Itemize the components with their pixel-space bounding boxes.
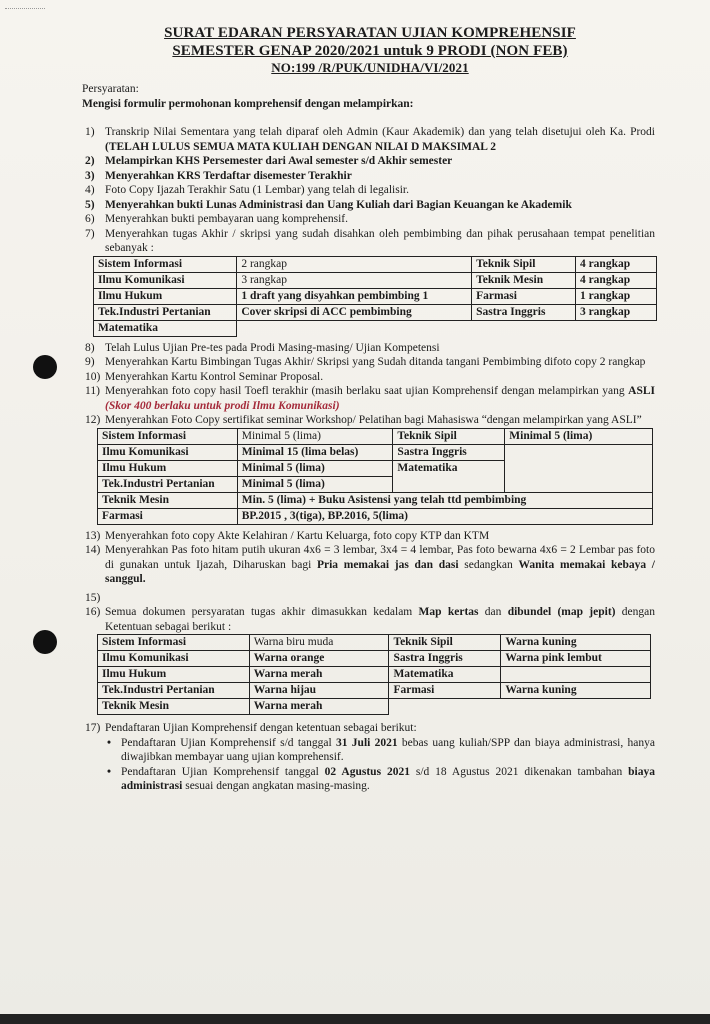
bullet-item: • Pendaftaran Ujian Komprehensif tanggal 02 Agustus 2021 s/d 18 Agustus 2021 dikenakan tambahan biaya administrasi sesuai dengan angkatan masing-masing. [107,765,655,792]
list-item: 13) Menyerahkan foto copy Akte Kelahiran / Kartu Keluarga, foto copy KTP dan KTM [85,529,490,542]
table-row: Sistem Informasi Minimal 5 (lima) Teknik Sipil Minimal 5 (lima) [98,428,653,444]
list-item: 1) Transkrip Nilai Sementara yang telah diparaf oleh Admin (Kaur Akademik) dan yang telah disetujui oleh Ka. Prodi (TELAH LULUS SEMUA MATA KULIAH DENGAN NILAI D MAKSIMAL 2 [85,126,655,153]
list-item: 12) Menyerahkan Foto Copy sertifikat seminar Workshop/ Pelatihan bagi Mahasiswa “dengan melampirkan yang ASLI” [85,414,642,426]
document-title: SURAT EDARAN PERSYARATAN UJIAN KOMPREHENSIF [164,25,576,41]
list-item: 10) Menyerahkan Kartu Kontrol Seminar Proposal. [85,370,324,383]
list-item: 2) Melampirkan KHS Persemester dari Awal semester s/d Akhir semester [85,155,453,167]
bullet-item: • Pendaftaran Ujian Komprehensif s/d tanggal 31 Juli 2021 bebas uang kuliah/SPP dan biaya administrasi, hanya diwajibkan membayar uang ujian komprehensif. [107,736,655,763]
table-row: Ilmu Komunikasi 3 rangkap Teknik Mesin 4 rangkap [94,272,657,288]
table-row: Tek.Industri Pertanian Minimal 5 (lima) [98,476,653,492]
scan-edge [0,1014,710,1024]
table-row: Matematika [94,320,657,336]
scan-mark [5,8,45,12]
document-body [82,20,655,794]
table-row: Tek.Industri Pertanian Warna hijau Farmasi Warna kuning [98,683,651,699]
list-item: 14) Menyerahkan Pas foto hitam putih ukuran 4x6 = 3 lembar, 3x4 = 4 lembar, Pas foto bewarna 4x6 = 2 Lembar pas foto di gunakan untuk Ijazah, Diharuskan bagi Pria memakai jas dan dasi sedangkan Wanita memakai kebaya / sanggul. [85,544,655,585]
requirements-list [85,341,655,428]
document-number: NO:199 /R/PUK/UNIDHA/VI/2021 [271,60,469,75]
bullet-icon: • [107,765,112,778]
list-item: 11) Menyerahkan foto copy hasil Toefl terakhir (masih berlaku saat ujian Komprehensif dengan melampirkan yang ASLI (Skor 400 berlaku untuk prodi Ilmu Komunikasi) [85,385,655,412]
list-item: 9) Menyerahkan Kartu Bimbingan Tugas Akhir/ Skripsi yang Sudah ditanda tangani Pembimbing difoto copy 2 rangkap [85,356,646,368]
table-row: Ilmu Hukum Warna merah Matematika [98,667,651,683]
document-subtitle: SEMESTER GENAP 2020/2021 untuk 9 PRODI (NON FEB) [172,43,568,59]
list-item: 7) Menyerahkan tugas Akhir / skripsi yang sudah disahkan oleh pembimbing dan pihak perusahaan tempat penelitian sebanyak : [85,227,655,254]
requirements-list [85,125,655,256]
table-row: Ilmu Hukum 1 draft yang disyahkan pembimbing 1 Farmasi 1 rangkap [94,288,657,304]
table-row: Ilmu Komunikasi Minimal 15 (lima belas) Sastra Inggris [98,444,653,460]
table-folder-colors [97,634,651,715]
table-certificates [97,428,653,525]
table-row: Teknik Mesin Warna merah [98,699,651,715]
table-row: Sistem Informasi Warna biru muda Teknik Sipil Warna kuning [98,635,651,651]
requirements-list [85,529,655,635]
table-row: Ilmu Komunikasi Warna orange Sastra Inggris Warna pink lembut [98,651,651,667]
requirements-lead: Mengisi formulir permohonan komprehensif dengan melampirkan: [82,97,414,110]
punch-hole [33,355,57,379]
requirements-label: Persyaratan: [82,83,139,95]
table-row: Sistem Informasi 2 rangkap Teknik Sipil 4 rangkap [94,256,657,272]
registration-section [85,721,655,794]
list-item: 3) Menyerahkan KRS Terdaftar disemester Terakhir [85,169,352,182]
table-copies [93,256,657,337]
list-item: 17) Pendaftaran Ujian Komprehensif dengan ketentuan sebagai berikut: [85,722,417,734]
list-item: 8) Telah Lulus Ujian Pre-tes pada Prodi Masing-masing/ Ujian Kompetensi [85,341,440,354]
list-item: 6) Menyerahkan bukti pembayaran uang komprehensif. [85,213,349,225]
bullet-icon: • [107,736,112,749]
list-item: 16) Semua dokumen persyaratan tugas akhir dimasukkan kedalam Map kertas dan dibundel (map jepit) dengan Ketentuan sebagai berikut : [85,606,655,633]
list-item: 15) [85,591,101,604]
table-row: Teknik Mesin Min. 5 (lima) + Buku Asistensi yang telah ttd pembimbing [98,492,653,508]
table-row: Tek.Industri Pertanian Cover skripsi di ACC pembimbing Sastra Inggris 3 rangkap [94,304,657,320]
list-item: 4) Foto Copy Ijazah Terakhir Satu (1 Lembar) yang telah di legalisir. [85,184,409,196]
table-row: Ilmu Hukum Minimal 5 (lima) Matematika [98,460,653,476]
list-item: 5) Menyerahkan bukti Lunas Administrasi dan Uang Kuliah dari Bagian Keuangan ke Akademik [85,198,572,211]
punch-hole [33,630,57,654]
table-row: Farmasi BP.2015 , 3(tiga), BP.2016, 5(lima) [98,508,653,524]
